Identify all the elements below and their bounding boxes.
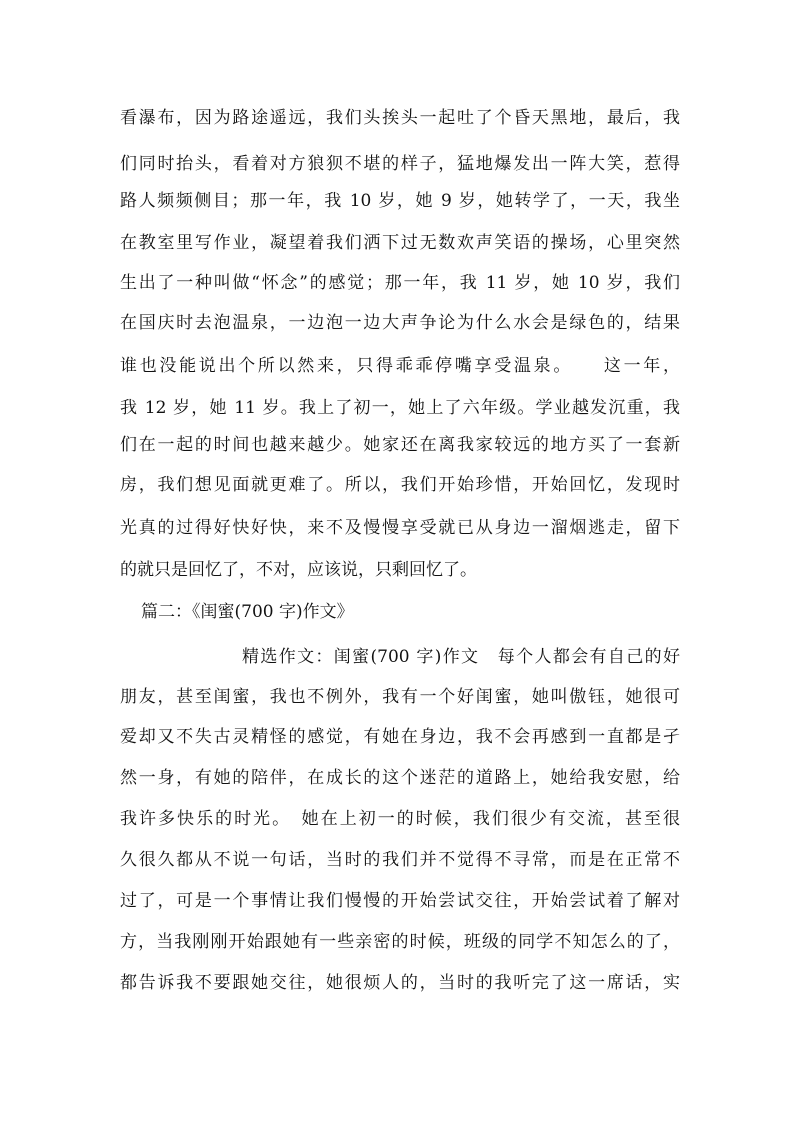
paragraph-line: 们在一起的时间也越来越少。她家还在离我家较远的地方买了一套新 bbox=[120, 435, 680, 455]
section-heading: 篇二：《闺蜜(700 字)作文》 bbox=[141, 602, 354, 622]
paragraph-line: 久很久都从不说一句话，当时的我们并不觉得不寻常，而是在正常不 bbox=[120, 850, 680, 870]
paragraph-line: 生出了一种叫做“怀念”的感觉；那一年，我 11 岁，她 10 岁，我们 bbox=[120, 273, 680, 293]
paragraph-line: 在教室里写作业，凝望着我们洒下过无数欢声笑语的操场，心里突然 bbox=[120, 233, 680, 253]
paragraph-line: 然一身，有她的陪伴，在成长的这个迷茫的道路上，她给我安慰，给 bbox=[120, 768, 680, 788]
paragraph-line: 光真的过得好快好快，来不及慢慢享受就已从身边一溜烟逃走，留下 bbox=[120, 518, 680, 538]
paragraph-line: 朋友，甚至闺蜜，我也不例外，我有一个好闺蜜，她叫傲钰，她很可 bbox=[120, 687, 680, 707]
paragraph-line: 方，当我刚刚开始跟她有一些亲密的时候，班级的同学不知怎么的了， bbox=[120, 932, 680, 952]
paragraph-line: 们同时抬头，看着对方狼狈不堪的样子，猛地爆发出一阵大笑，惹得 bbox=[120, 154, 680, 174]
paragraph-line: 房，我们想见面就更难了。所以，我们开始珍惜，开始回忆，发现时 bbox=[120, 475, 680, 495]
paragraph-line: 路人频频侧目；那一年，我 10 岁，她 9 岁，她转学了，一天，我坐 bbox=[120, 191, 680, 211]
paragraph-line: 过了，可是一个事情让我们慢慢的开始尝试交往，开始尝试着了解对 bbox=[120, 891, 680, 911]
paragraph-line: 爱却又不失古灵精怪的感觉，有她在身边，我不会再感到一直都是孑 bbox=[120, 727, 680, 747]
paragraph-line: 谁也没能说出个所以然来，只得乖乖停嘴享受温泉。 这一年， bbox=[120, 356, 680, 376]
paragraph-line: 都告诉我不要跟她交往，她很烦人的，当时的我听完了这一席话，实 bbox=[120, 973, 680, 993]
paragraph-line: 我许多快乐的时光。 她在上初一的时候，我们很少有交流，甚至很 bbox=[120, 809, 680, 829]
paragraph-line: 看瀑布，因为路途遥远，我们头挨头一起吐了个昏天黑地，最后，我 bbox=[120, 108, 680, 128]
paragraph-line: 的就只是回忆了，不对，应该说，只剩回忆了。 bbox=[120, 560, 477, 580]
paragraph-line: 我 12 岁，她 11 岁。我上了初一，她上了六年级。学业越发沉重，我 bbox=[120, 398, 680, 418]
paragraph-line: 精选作文：闺蜜(700 字)作文 每个人都会有自己的好 bbox=[242, 647, 680, 667]
paragraph-line: 在国庆时去泡温泉，一边泡一边大声争论为什么水会是绿色的，结果 bbox=[120, 313, 680, 333]
